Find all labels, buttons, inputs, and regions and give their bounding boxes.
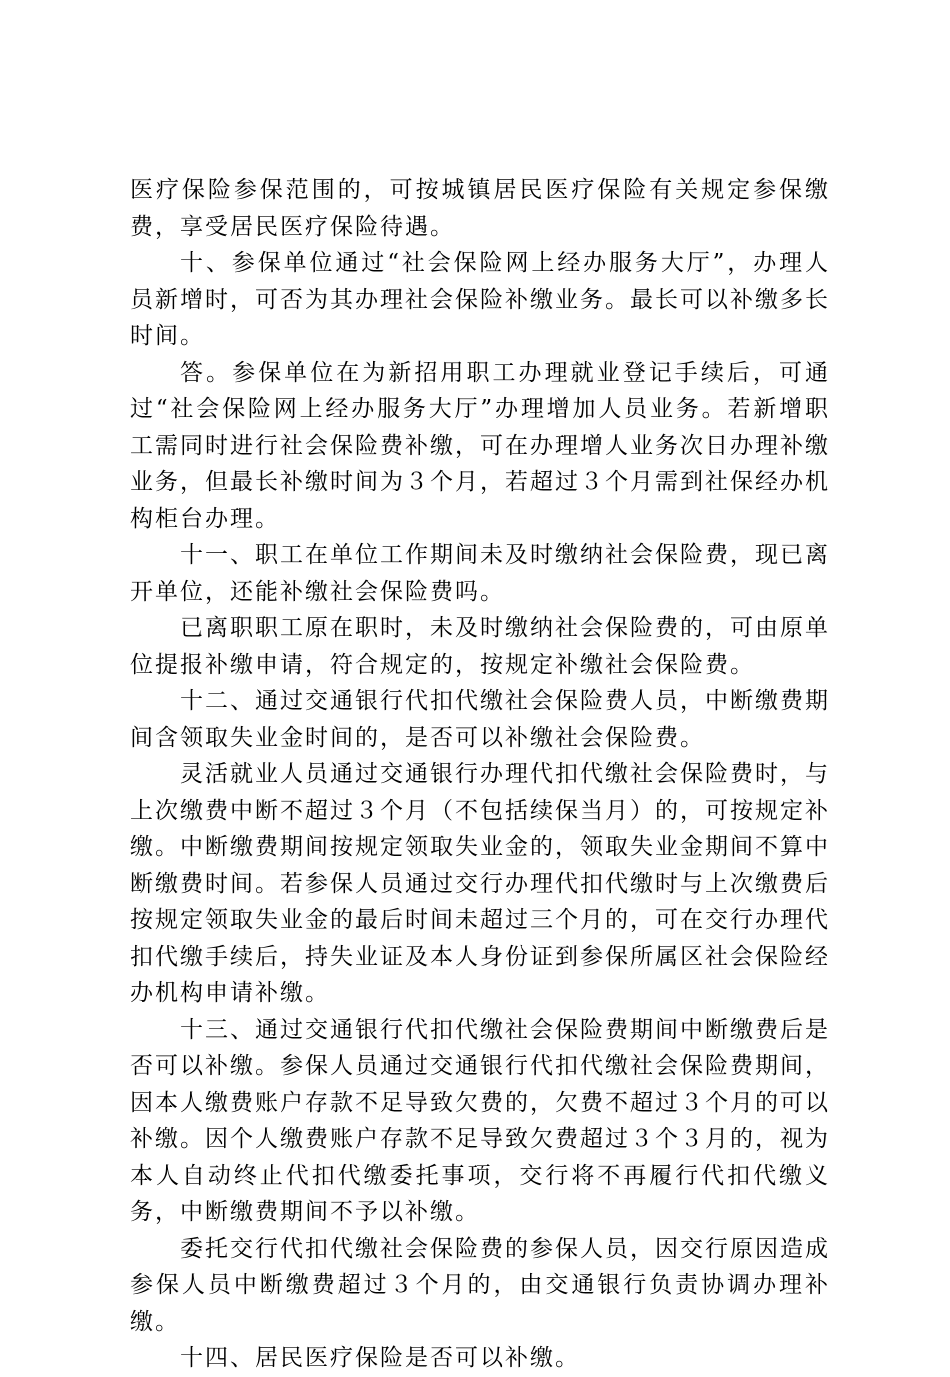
question-10: 十、参保单位通过“社会保险网上经办服务大厅”，办理人员新增时，可否为其办理社会保险补缴业务。最长可以补缴多长时间。 [130,250,830,349]
answer-13-supplement: 委托交行代扣代缴社会保险费的参保人员，因交行原因造成参保人员中断缴费超过３个月的，由交通银行负责协调办理补缴。 [130,1235,830,1335]
answer-12: 灵活就业人员通过交通银行办理代扣代缴社会保险费时，与上次缴费中断不超过３个月（不包括续保当月）的，可按规定补缴。中断缴费期间按规定领取失业金的，领取失业金期间不算中断缴费时间。若参保人员通过交行办理代扣代缴时与上次缴费后按规定领取失业金的最后时间未超过三个月的，可在交行办理代扣代缴手续后，持失业证及本人身份证到参保所属区社会保险经办机构申请补缴。 [130,761,830,1006]
document-body [130,172,830,1377]
question-12: 十二、通过交通银行代扣代缴社会保险费人员，中断缴费期间含领取失业金时间的，是否可以补缴社会保险费。 [130,688,830,751]
paragraph-continuation: 医疗保险参保范围的，可按城镇居民医疗保险有关规定参保缴费，享受居民医疗保险待遇。 [130,177,830,240]
question-13: 十三、通过交通银行代扣代缴社会保险费期间中断缴费后是否可以补缴。参保人员通过交通银行代扣代缴社会保险费期间，因本人缴费账户存款不足导致欠费的，欠费不超过３个月的可以补缴。因个人缴费账户存款不足导致欠费超过３个３月的，视为本人自动终止代扣代缴委托事项，交行将不再履行代扣代缴义务，中断缴费期间不予以补缴。 [130,1016,830,1225]
answer-10: 答。参保单位在为新招用职工办理就业登记手续后，可通过“社会保险网上经办服务大厅”办理增加人员业务。若新增职工需同时进行社会保险费补缴，可在办理增人业务次日办理补缴业务，但最长补缴时间为３个月，若超过３个月需到社保经办机构柜台办理。 [130,359,830,532]
question-11: 十一、职工在单位工作期间未及时缴纳社会保险费，现已离开单位，还能补缴社会保险费吗。 [130,542,830,605]
answer-11: 已离职职工原在职时，未及时缴纳社会保险费的，可由原单位提报补缴申请，符合规定的，按规定补缴社会保险费。 [130,615,830,678]
question-14: 十四、居民医疗保险是否可以补缴。 [180,1345,580,1371]
